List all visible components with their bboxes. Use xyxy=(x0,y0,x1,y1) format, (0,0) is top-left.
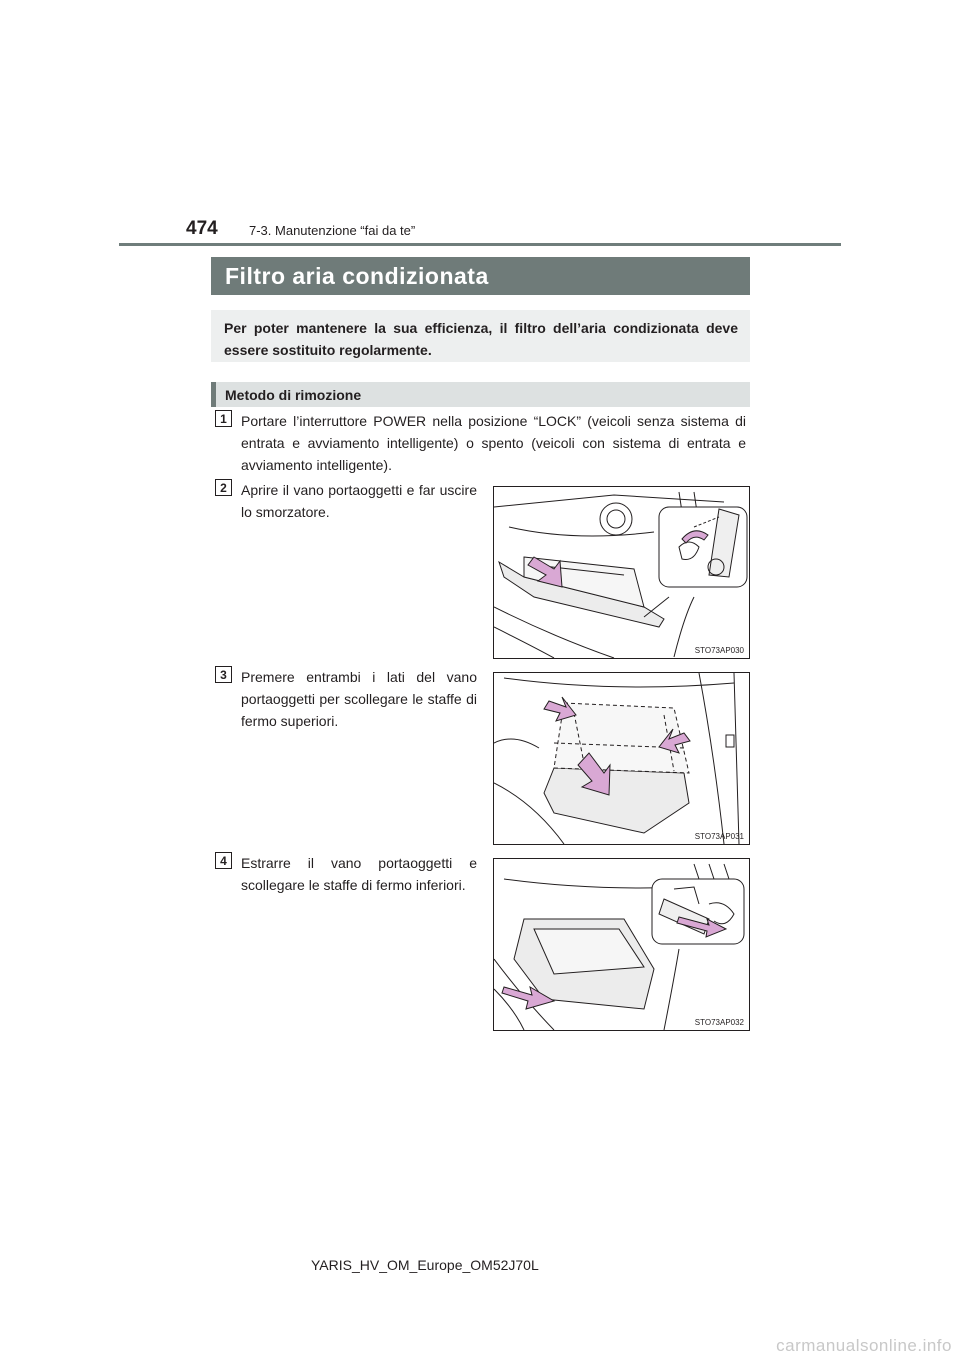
illustration-step-3 xyxy=(493,672,750,845)
subsection-accent xyxy=(211,382,216,407)
step-text-2: Aprire il vano portaoggetti e far uscire lo smorzatore. xyxy=(241,482,477,520)
subsection-heading xyxy=(211,382,750,407)
page-title: Filtro aria condizionata xyxy=(225,263,489,289)
step-text-4: Estrarre il vano portaoggetti e scollegare le staffe di fermo inferiori. xyxy=(241,855,477,893)
intro-text: Per poter mantenere la sua efficienza, il filtro dell’aria condizionata deve essere sostituito regolarmente. xyxy=(224,320,738,358)
page-number: 474 xyxy=(186,218,218,239)
intro-box xyxy=(211,310,750,362)
title-bar xyxy=(211,257,750,295)
watermark: carmanualsonline.info xyxy=(776,1336,952,1355)
glove-box-remove-illustration xyxy=(494,859,749,1030)
subsection-title: Metodo di rimozione xyxy=(225,387,362,403)
step-number-3: 3 xyxy=(215,666,232,683)
step-number-2: 2 xyxy=(215,479,232,496)
section-label: 7-3. Manutenzione “fai da te” xyxy=(249,223,416,238)
step-text-3: Premere entrambi i lati del vano portaoggetti per scollegare le staffe di fermo superiori. xyxy=(241,669,477,729)
step-number-4: 4 xyxy=(215,852,232,869)
image-code-step-4: STO73AP032 xyxy=(694,1018,744,1027)
illustration-step-4 xyxy=(493,858,750,1031)
header-rule xyxy=(119,243,841,246)
step-number-1: 1 xyxy=(215,410,232,427)
glove-box-press-sides-illustration xyxy=(494,673,749,844)
image-code-step-3: STO73AP031 xyxy=(694,832,744,841)
footer-doc-id: YARIS_HV_OM_Europe_OM52J70L xyxy=(311,1257,539,1273)
glove-box-open-illustration xyxy=(494,487,749,658)
image-code-step-2: STO73AP030 xyxy=(694,646,744,655)
illustration-step-2 xyxy=(493,486,750,659)
step-text-1: Portare l’interruttore POWER nella posizione “LOCK” (veicoli senza sistema di entrata e avviamento intelligente) o spento (veicoli con sistema di entrata e avviamento intelligente). xyxy=(241,413,746,473)
